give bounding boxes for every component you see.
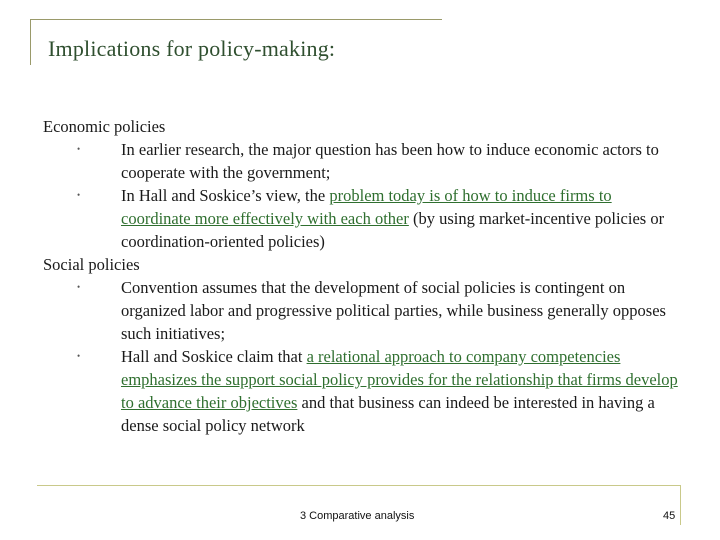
bullet-text: Convention assumes that the development of social policies is contingent on organized labor and progressive political parties, while business generally opposes such initiatives;	[121, 278, 666, 343]
bullet-text-after: and that business can indeed be interested in having a dense social policy network	[121, 393, 655, 435]
bullet-icon: •	[77, 282, 81, 292]
hyperlink-coordinate-firms[interactable]: problem today is of how to induce firms to coordinate more effectively with each other	[121, 186, 612, 228]
slide-title: Implications for policy-making:	[48, 36, 336, 61]
bullet-social-2	[43, 345, 683, 437]
bullet-text-after: (by using market-incentive policies or coordination-oriented policies)	[121, 209, 665, 251]
footer-label: 3 Comparative analysis	[300, 510, 415, 522]
section-heading-economic: Economic policies	[43, 117, 166, 136]
page-number: 45	[663, 510, 676, 522]
bullet-icon: •	[77, 144, 81, 154]
title-bracket-top	[30, 19, 442, 20]
title-bracket-left	[30, 19, 31, 65]
bullet-economic-1	[43, 138, 683, 184]
hyperlink-relational-approach[interactable]: a relational approach to company competencies emphasizes the support social policy provides for the relationship that firms develop to advance their objectives	[121, 347, 678, 412]
slide-body	[43, 115, 683, 437]
section-heading-social: Social policies	[43, 255, 140, 274]
footer-rule-right	[680, 485, 681, 525]
bullet-text: In earlier research, the major question has been how to induce economic actors to cooperate with the government;	[121, 140, 659, 182]
footer-rule	[37, 485, 680, 486]
bullet-text-before: In Hall and Soskice’s view, the	[121, 186, 330, 205]
bullet-icon: •	[77, 351, 81, 361]
bullet-text-before: Hall and Soskice claim that	[121, 347, 307, 366]
bullet-icon: •	[77, 190, 81, 200]
bullet-social-1	[43, 276, 683, 345]
bullet-economic-2	[43, 184, 683, 253]
